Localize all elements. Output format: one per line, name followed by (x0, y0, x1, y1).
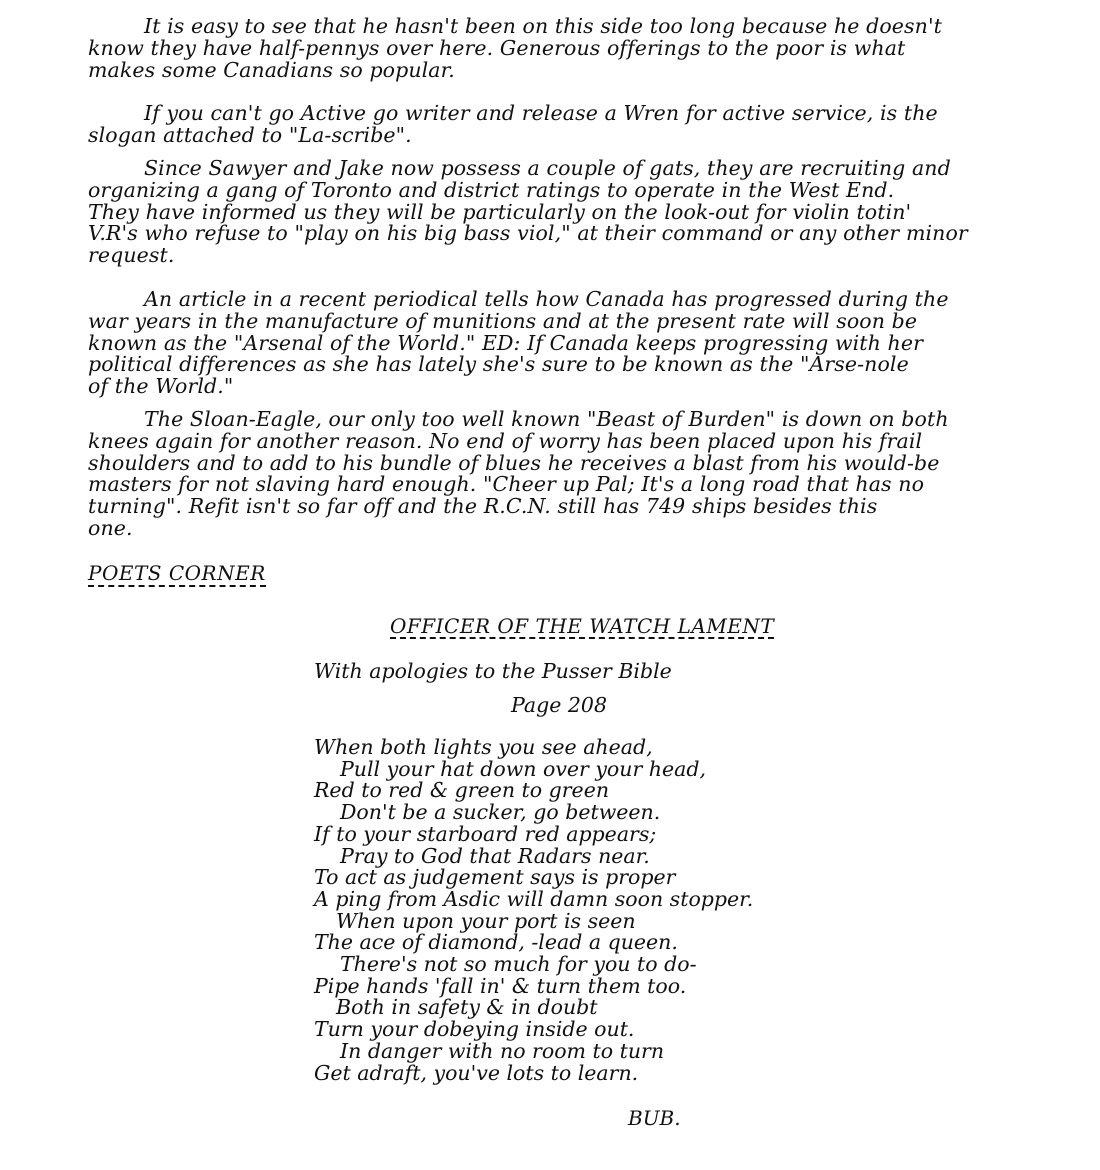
poem-line: Pull your hat down over your head, (340, 756, 706, 781)
paragraph-halfpennys: It is easy to see that he hasn't been on this side too long because he doesn't know they have half-pennys over here. Generous offerings to the poor is what makes some Canadians so popular. (88, 14, 943, 82)
poem-line: To act as judgement says is proper (314, 865, 676, 890)
paragraph-sawyer-jake: Since Sawyer and Jake now possess a couple of gats, they are recruiting and organizing a gang of Toronto and district ratings to operate in the West End. They have informed us they will be particularly on the look-out for violin totin' V.R's who refuse to "play on his big bass viol," at their command or any other minor request. (88, 156, 968, 268)
poem-line: There's not so much for you to do- (340, 952, 697, 977)
poem-line: When upon your port is seen (336, 908, 636, 933)
poem-line: Turn your dobeying inside out. (314, 1017, 635, 1042)
paragraph-wren-slogan: If you can't go Active go writer and release a Wren for active service, is the slogan attached to "La-scribe". (88, 101, 938, 147)
poem-line: Both in safety & in doubt (336, 995, 598, 1020)
poem-line: If to your starboard red appears; (314, 821, 657, 846)
poem-line: Get adraft, you've lots to learn. (314, 1060, 639, 1085)
paragraph-sloan-eagle: The Sloan-Eagle, our only too well known "Beast of Burden" is down on both knees again for another reason. No end of worry has been placed upon his frail shoulders and to add to his bundle of blues he receives a blast from his would-be masters for not slaving hard enough. "Cheer up Pal; It's a long road that has no turning". Refit isn't so far off and the R.C.N. still has 749 ships besides this one. (88, 407, 949, 540)
poem-apology: With apologies to the Pusser Bible (314, 659, 672, 683)
poem-line: The ace of diamond, -lead a queen. (314, 930, 678, 955)
poem-title: OFFICER OF THE WATCH LAMENT (390, 614, 775, 638)
poem-line: Pray to God that Radars near. (340, 843, 650, 868)
poem-line: A ping from Asdic will damn soon stopper. (314, 886, 754, 911)
paragraph-arsenal: An article in a recent periodical tells how Canada has progressed during the war years in the manufacture of munitions and at the present rate will soon be known as the "Arsenal of the World." ED: If Canada keeps progressing with her political differences as she has lately she's sure to be known as the "Arse-nole of the World." (88, 287, 949, 399)
section-heading-poets-corner: POETS CORNER (88, 561, 266, 585)
poem-page-ref: Page 208 (511, 693, 607, 717)
poem-verse (314, 737, 753, 1084)
poem-signature: BUB. (628, 1106, 681, 1130)
poem-line: When both lights you see ahead, (314, 735, 653, 759)
poem-line: In danger with no room to turn (340, 1038, 665, 1063)
poem-line: Don't be a sucker, go between. (340, 800, 661, 825)
poem-line: Red to red & green to green (314, 778, 610, 803)
poem-line: Pipe hands 'fall in' & turn them too. (314, 973, 687, 998)
